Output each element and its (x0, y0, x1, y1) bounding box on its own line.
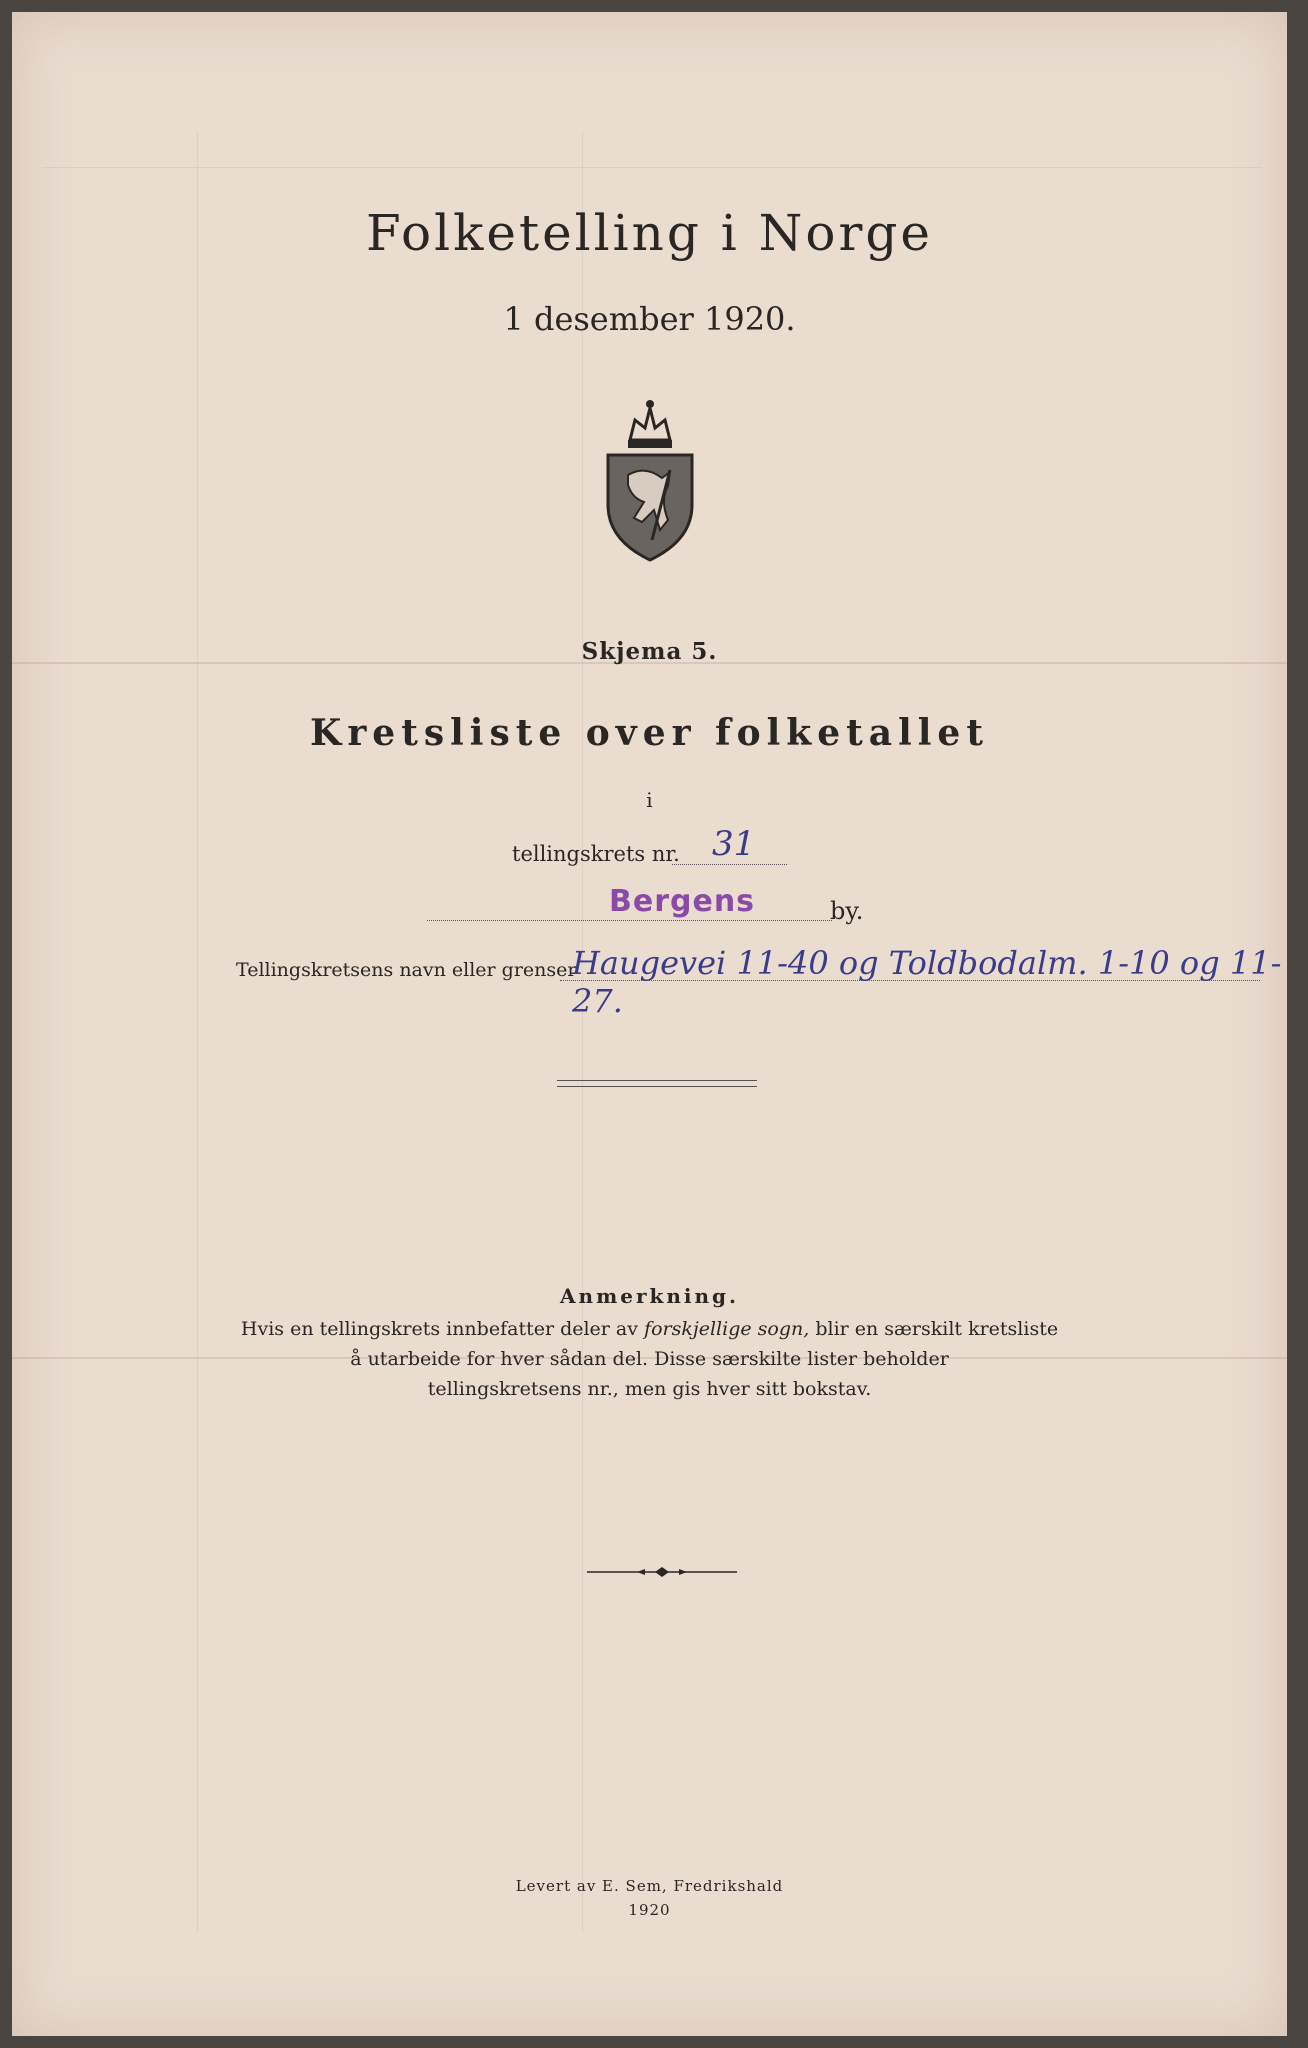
show-through-line (197, 132, 198, 1932)
note-emphasis: forskjellige sogn, (644, 1318, 810, 1340)
district-label: tellingskrets nr. (512, 842, 680, 866)
boundary-value: Haugevei 11-40 og Toldbodalm. 1-10 og 11-27. (572, 944, 1282, 1020)
note-heading: Anmerkning. (560, 1284, 739, 1308)
schema-label: Skjema 5. (581, 638, 718, 665)
city-field-line (427, 920, 832, 921)
form-heading: Kretsliste over folketallet (310, 712, 989, 754)
note-line-1: Hvis en tellingskrets innbefatter deler av forskjellige sogn, blir en særskilt kretsliste (240, 1318, 1059, 1340)
city-suffix: by. (830, 897, 864, 925)
document-page (12, 12, 1287, 2036)
publisher (12, 1874, 1287, 1922)
note-line-2: å utarbeide for hver sådan del. Disse særskilte lister beholder (350, 1348, 949, 1370)
double-rule (557, 1080, 757, 1087)
page-title: Folketelling i Norge (366, 204, 933, 262)
publisher-line: Levert av E. Sem, Fredrikshald (515, 1877, 784, 1895)
publisher-year: 1920 (628, 1901, 671, 1919)
show-through-line (42, 167, 1262, 168)
district-number-value: 31 (712, 824, 756, 864)
boundary-label: Tellingskretsens navn eller grenser (236, 959, 577, 981)
note-line-3: tellingskretsens nr., men gis hver sitt bokstav. (427, 1378, 872, 1400)
ornament-divider-icon (587, 1564, 737, 1580)
show-through-line (582, 132, 583, 1932)
city-stamp: Bergens (609, 884, 756, 919)
note-body (12, 1314, 1287, 1404)
preposition-i: i (646, 788, 653, 812)
district-number-field-line (672, 864, 787, 865)
coat-of-arms-icon (590, 390, 710, 570)
census-date: 1 desember 1920. (503, 300, 796, 338)
